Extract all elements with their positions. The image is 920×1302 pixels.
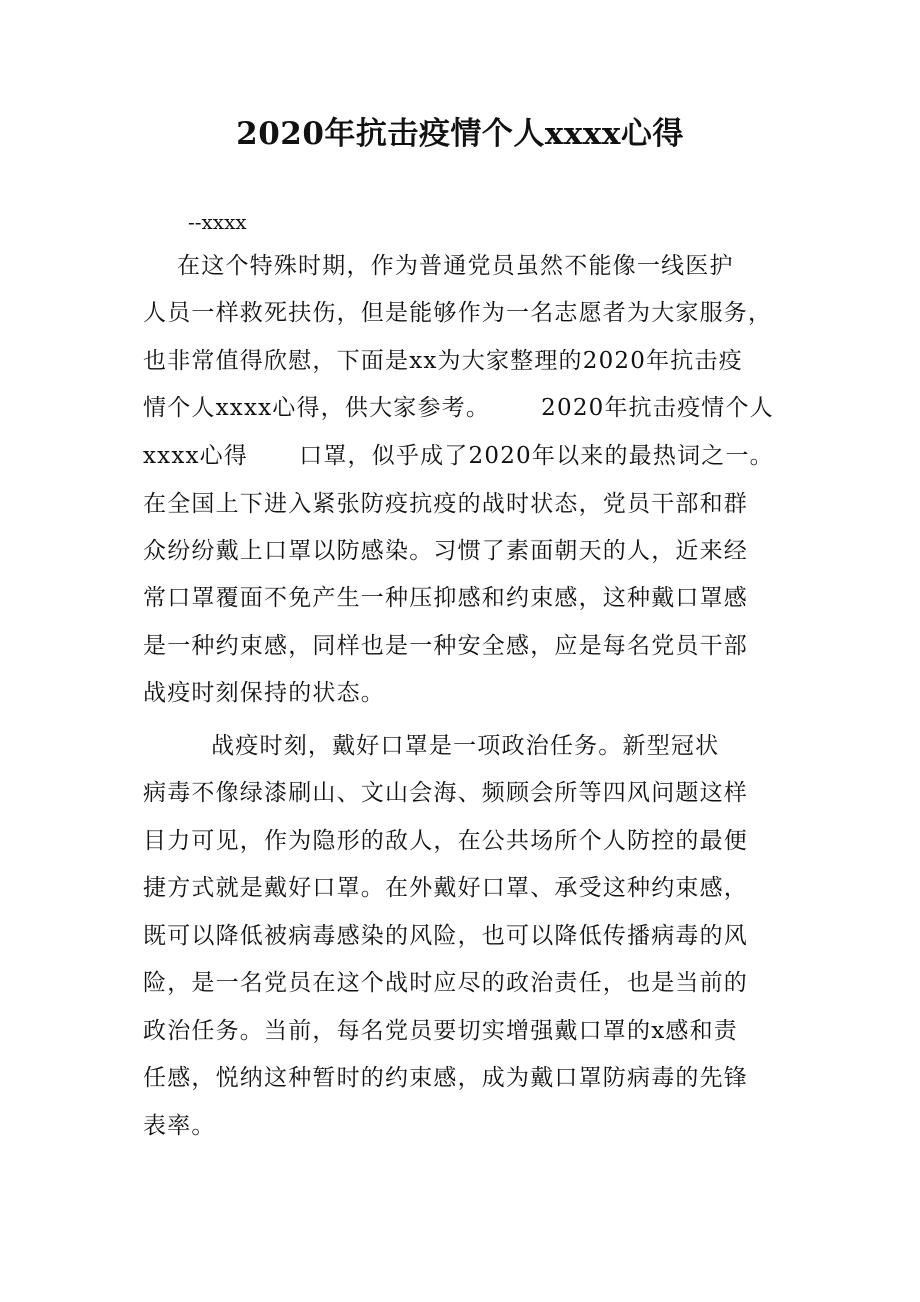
paragraph-2-line: 险，是一名党员在这个战时应尽的政治责任，也是当前的 [143,970,748,996]
paragraph-2-line: 任感，悦纳这种暂时的约束感，成为戴口罩防病毒的先锋 [143,1065,748,1091]
paragraph-1-line: 情个人xxxx心得，供大家参考。 2020年抗击疫情个人 [143,395,774,421]
paragraph-2-line: 目力可见，作为隐形的敌人，在公共场所个人防控的最便 [143,828,748,854]
paragraph-1-line: 人员一样救死扶伤，但是能够作为一名志愿者为大家服务， [143,300,773,326]
paragraph-1-line: 众纷纷戴上口罩以防感染。习惯了素面朝天的人，近来经 [143,538,748,564]
paragraph-1-line: 常口罩覆面不免产生一种压抑感和约束感，这种戴口罩感 [143,585,748,611]
paragraph-2-line: 战疫时刻，戴好口罩是一项政治任务。新型冠状 [143,733,720,759]
paragraph-1-line: xxxx心得 口罩，似乎成了2020年以来的最热词之一。 [143,443,774,469]
paragraph-1-line: 在这个特殊时期，作为普通党员虽然不能像一线医护 [143,253,734,279]
paragraph-1-line: 也非常值得欣慰，下面是xx为大家整理的2020年抗击疫 [143,348,743,374]
paragraph-1-line: 战疫时刻保持的状态。 [143,680,385,706]
paragraph-2-line: 病毒不像绿漆刷山、文山会海、频顾会所等四风问题这样 [143,780,748,806]
paragraph-2-line: 既可以降低被病毒感染的风险，也可以降低传播病毒的风 [143,923,748,949]
paragraph-2-line: 政治任务。当前，每名党员要切实增强戴口罩的x感和责 [143,1018,738,1044]
paragraph-1-line: 在全国上下进入紧张防疫抗疫的战时状态，党员干部和群 [143,491,748,517]
document-author: --xxxx [188,210,247,234]
paragraph-2-line: 表率。 [143,1113,216,1139]
document-title: 2020年抗击疫情个人xxxx心得 [236,116,684,152]
paragraph-2-line: 捷方式就是戴好口罩。在外戴好口罩、承受这种约束感， [143,875,748,901]
paragraph-1-line: 是一种约束感，同样也是一种安全感，应是每名党员干部 [143,633,748,659]
